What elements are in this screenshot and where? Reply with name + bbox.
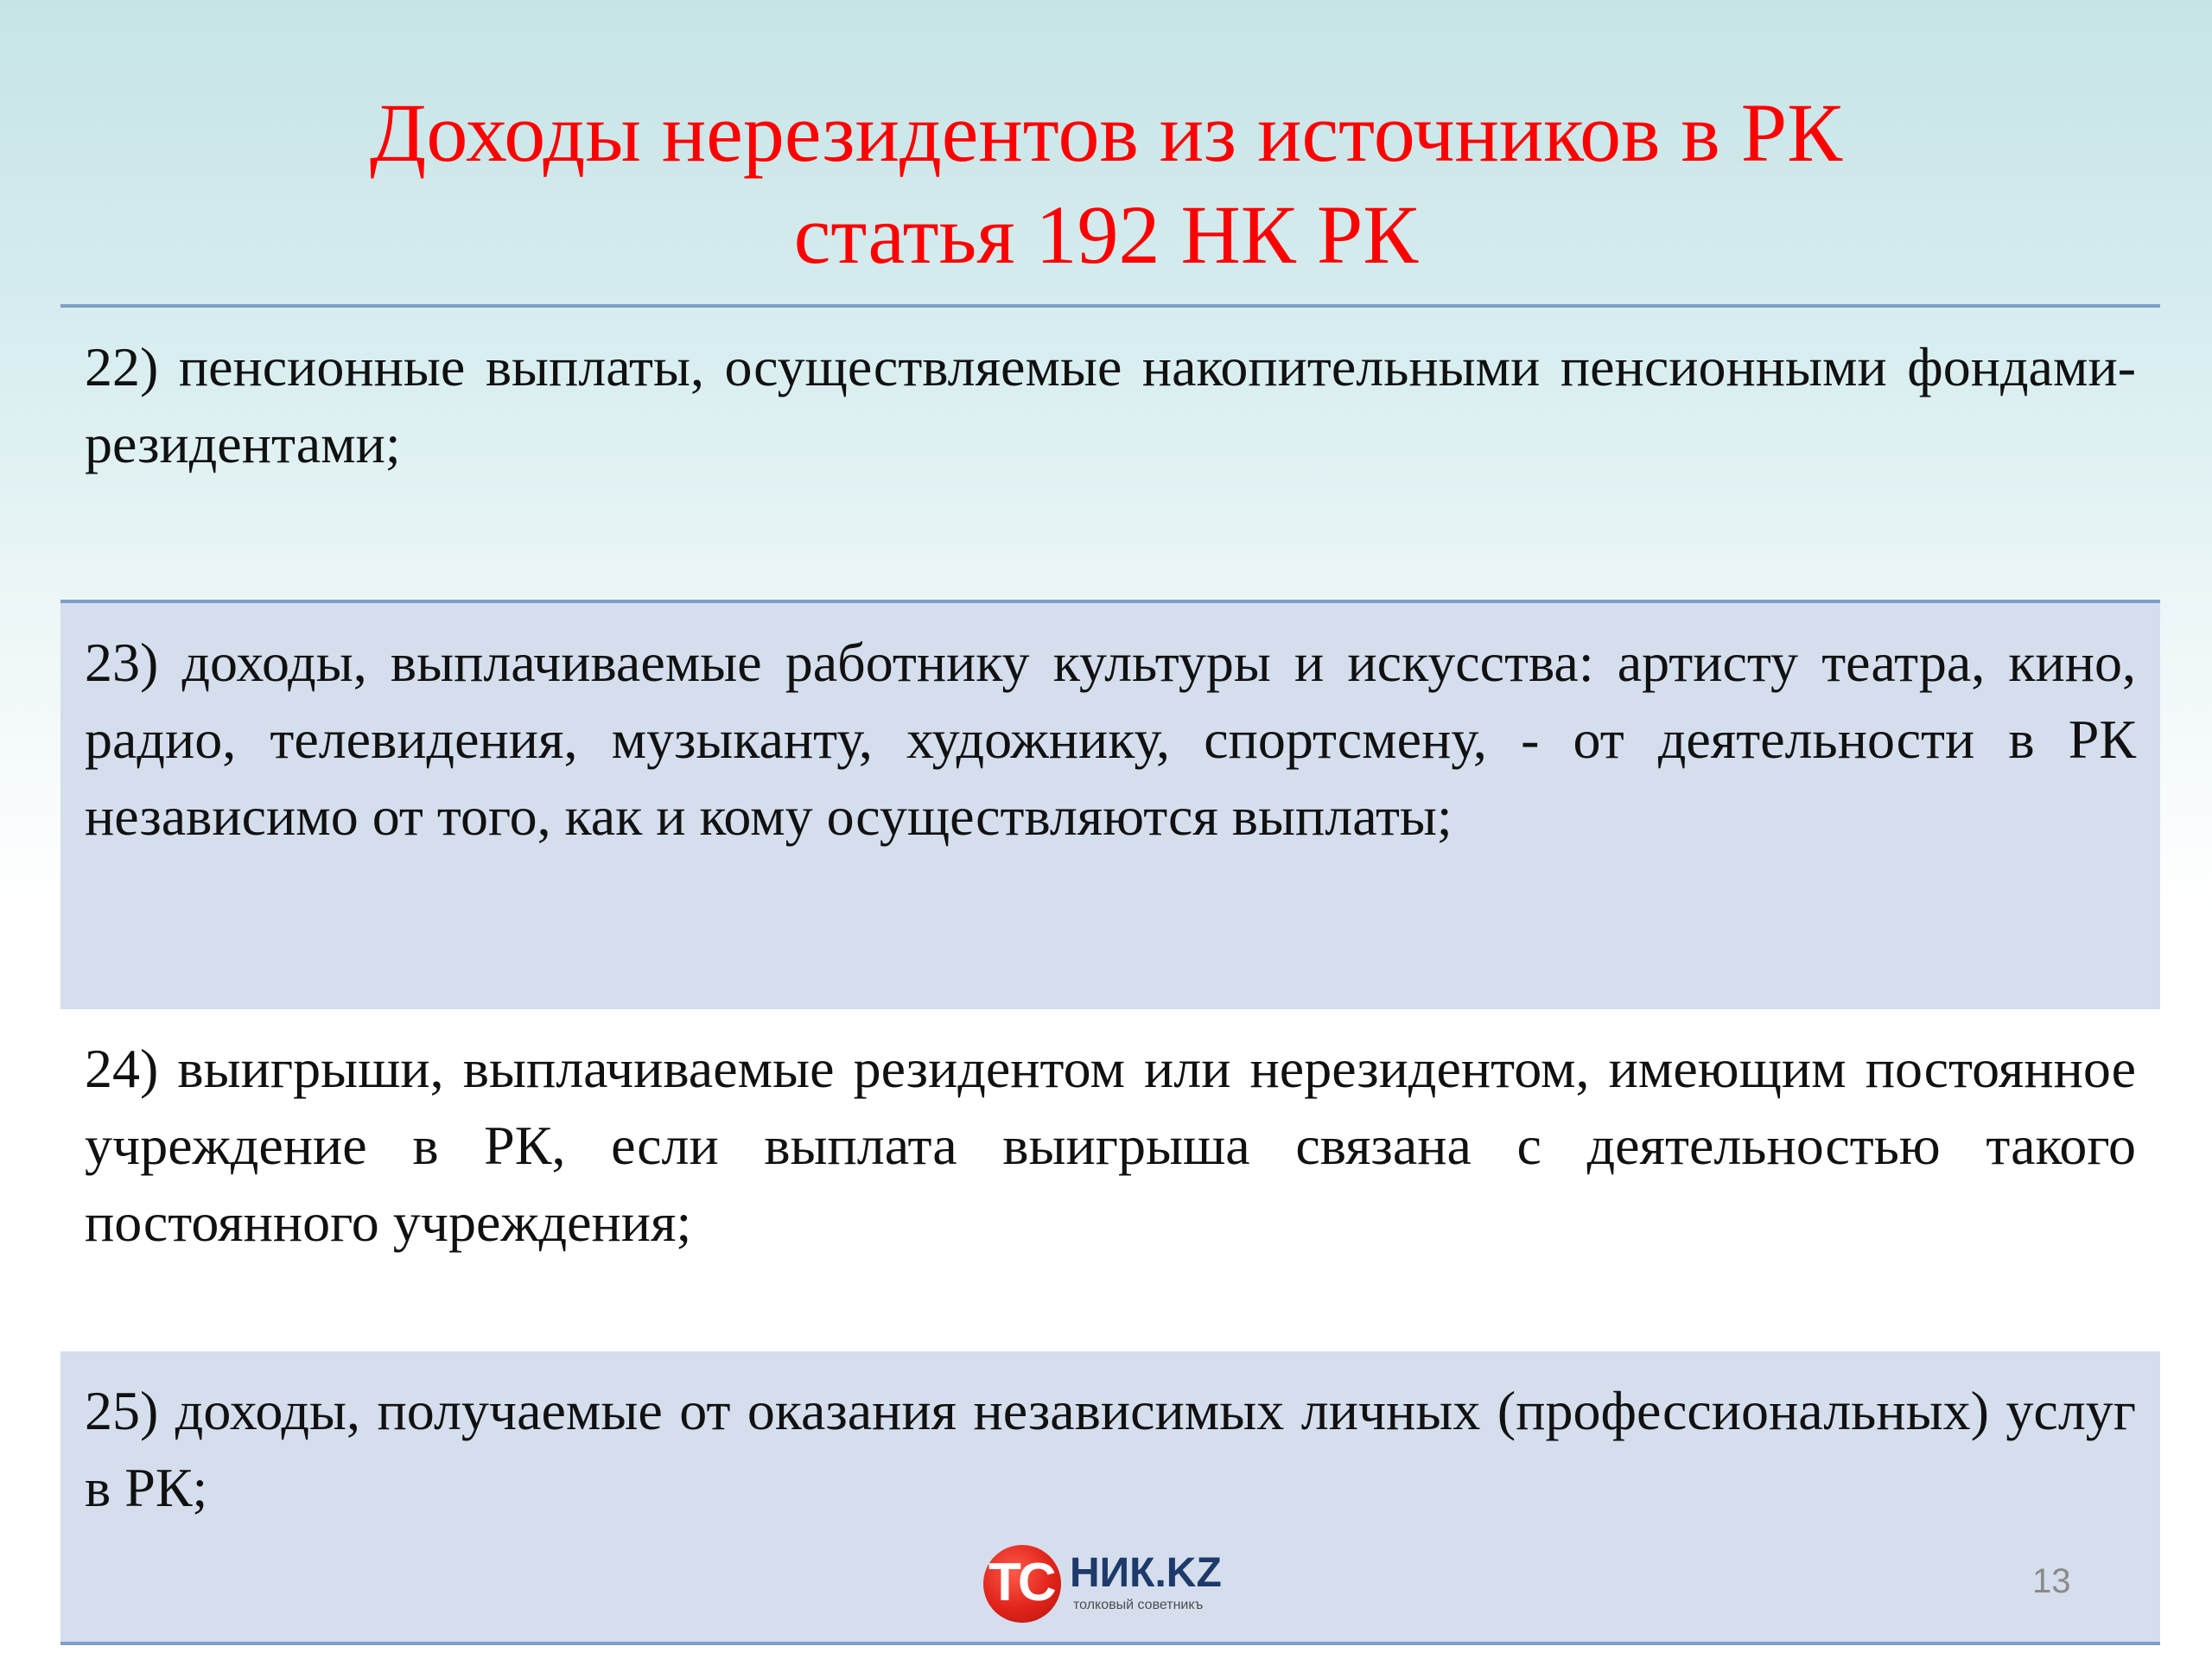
page-number: 13: [2032, 1562, 2071, 1600]
article-item-25: 25) доходы, получаемые от оказания независимых личных (профессиональных) услуг в РК;: [85, 1380, 2136, 1518]
table-row: [60, 1009, 2160, 1351]
article-item-24: 24) выигрыши, выплачиваемые резидентом или нерезидентом, имеющим постоянное учреждение в РК, если выплата выигрыша связана с деятельностью такого постоянного учреждения;: [85, 1038, 2136, 1253]
logo-name: НИК.KZ: [1070, 1550, 1222, 1596]
article-item-23: 23) доходы, выплачиваемые работнику культуры и искусства: артисту театра, кино, радио, телевидения, музыканту, художнику, спортсмену, - от деятельности в РК независимо от того, как и кому осуществляются выплаты;: [85, 632, 2136, 847]
company-logo: [983, 1545, 1243, 1623]
article-item-22: 22) пенсионные выплаты, осуществляемые накопительными пенсионными фондами-резидентами;: [85, 336, 2136, 474]
slide-title-line-2: статья 192 НК РК: [793, 188, 1419, 281]
logo-mark-text: ТС: [988, 1553, 1053, 1612]
table-row: [60, 304, 2160, 600]
table-row: [60, 600, 2160, 1009]
slide-title: [0, 82, 2212, 286]
slide-title-line-1: Доходы нерезидентов из источников в РК: [369, 86, 1843, 179]
logo-mark-icon: [983, 1545, 1061, 1623]
logo-tagline: толковый советникъ: [1073, 1598, 1204, 1612]
